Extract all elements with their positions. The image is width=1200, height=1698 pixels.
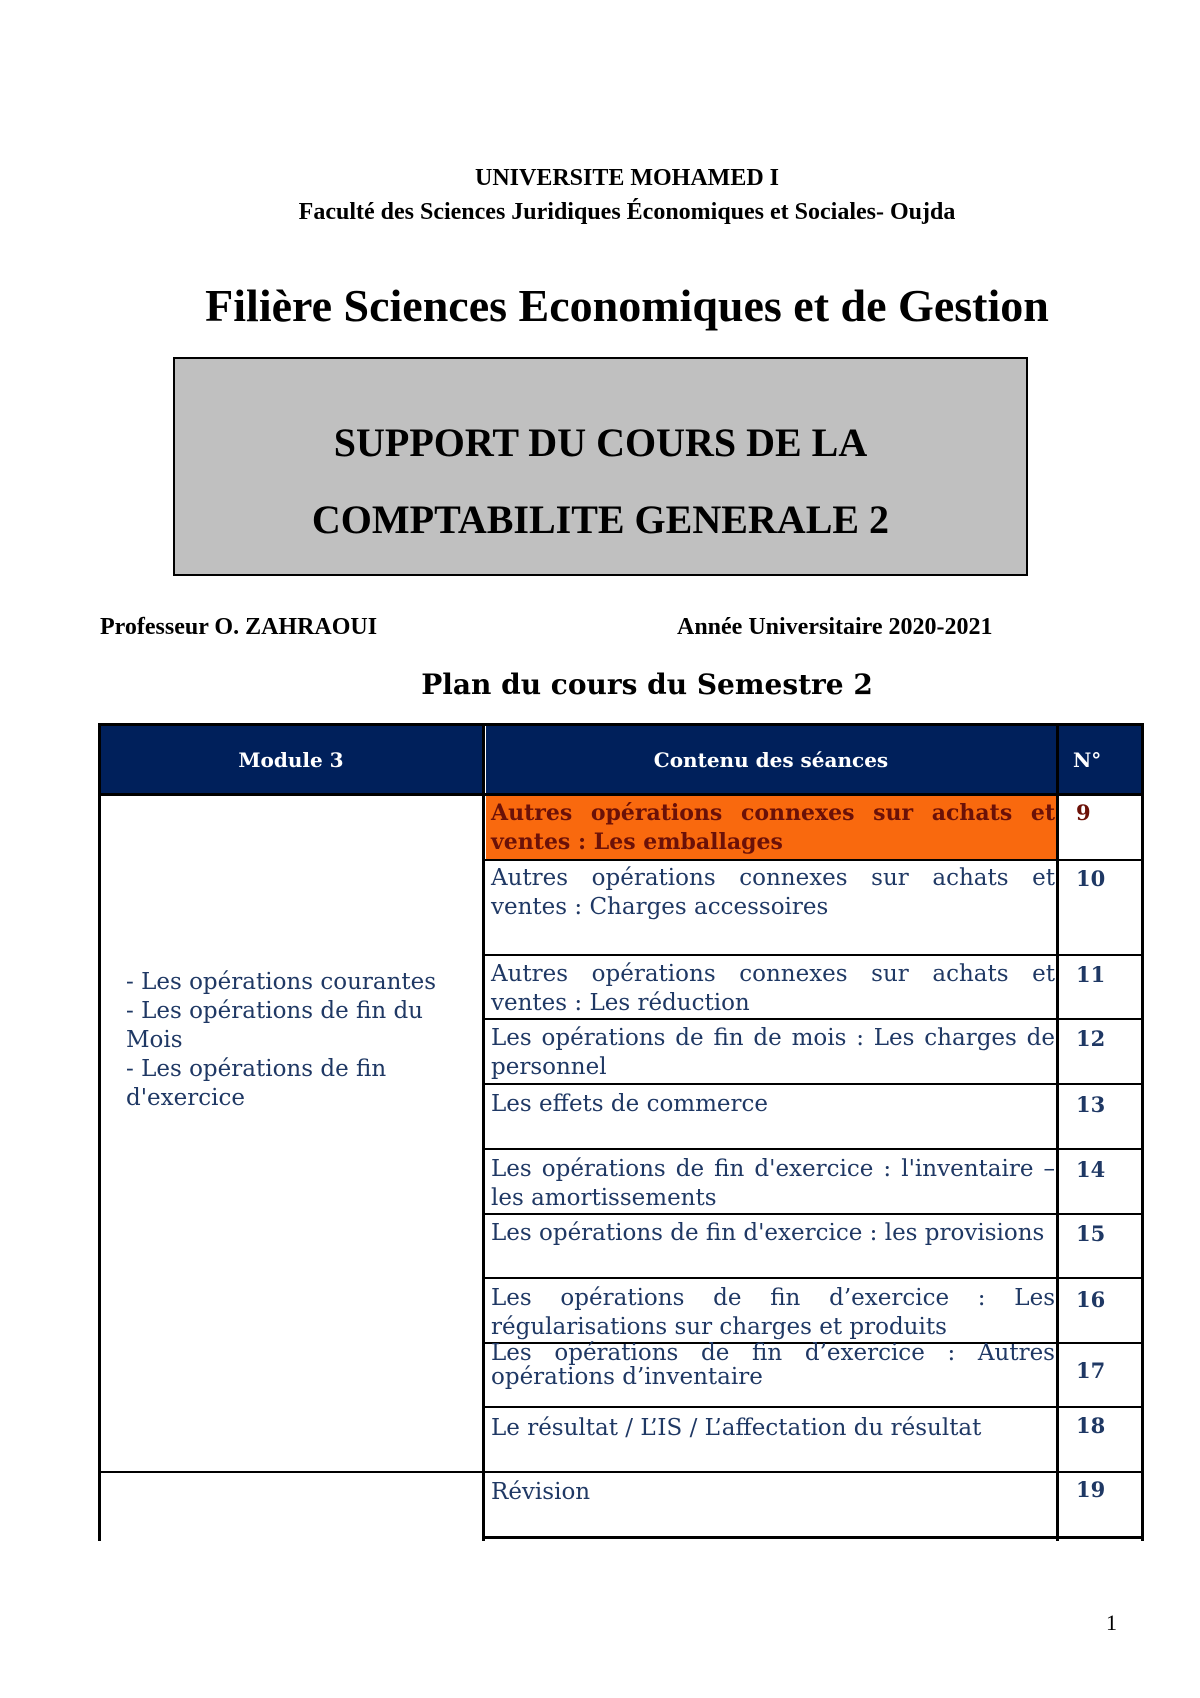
row-content: Les opérations de fin d’exercice : Les régularisations sur charges et produits [491, 1285, 1055, 1340]
left-border [98, 723, 101, 1541]
plan-title: Plan du cours du Semestre 2 [421, 668, 873, 701]
module-item: - Les opérations de fin d'exercice [126, 1056, 387, 1111]
row-number: 15 [1076, 1221, 1106, 1246]
module-bottom-border [98, 1471, 485, 1473]
row-separator [485, 1083, 1141, 1085]
header-number: N° [1059, 726, 1141, 794]
row-number: 10 [1076, 866, 1106, 891]
row-number: 17 [1076, 1358, 1106, 1383]
row-content: Autres opérations connexes sur achats et ventes : Charges accessoires [491, 865, 1055, 920]
row-content: Les opérations de fin d'exercice : les provisions [491, 1220, 1045, 1246]
faculty-name: Faculté des Sciences Juridiques Économiques et Sociales- Oujda [298, 199, 956, 225]
row-content: Autres opérations connexes sur achats et ventes : Les réduction [491, 961, 1055, 1016]
page-number: 1 [1106, 1610, 1117, 1635]
row-number: 16 [1076, 1287, 1106, 1312]
program-title: Filière Sciences Economiques et de Gestion [205, 280, 1049, 331]
course-title-line-2: COMPTABILITE GENERALE 2 [311, 497, 890, 542]
row-number: 14 [1076, 1157, 1106, 1182]
row-content: Autres opérations connexes sur achats et ventes : Les emballages [491, 800, 1055, 855]
row-separator [485, 1148, 1141, 1150]
right-border [1141, 723, 1144, 1541]
row-content: Le résultat / L’IS / L’affectation du résultat [491, 1415, 982, 1441]
row-content: Les effets de commerce [491, 1091, 769, 1117]
col-divider-2 [1056, 723, 1059, 1541]
row-content: Les opérations de fin d’exercice : Autres opérations d’inventaire [491, 1340, 1055, 1390]
row-content: Révision [491, 1479, 591, 1505]
row-content: Les opérations de fin d'exercice : l'inventaire – les amortissements [491, 1156, 1055, 1211]
module-item: - Les opérations de fin du Mois [126, 998, 423, 1053]
row-number: 9 [1076, 800, 1091, 825]
col-divider-1 [482, 723, 485, 1541]
row-content: Les opérations de fin de mois : Les charges de personnel [491, 1025, 1055, 1080]
row-separator [485, 1277, 1141, 1279]
row-number: 18 [1076, 1413, 1106, 1438]
row-separator [485, 859, 1141, 861]
row-separator [485, 954, 1141, 956]
module-items [126, 968, 462, 1113]
professor-name: Professeur O. ZAHRAOUI [100, 614, 378, 640]
row-separator [485, 1406, 1141, 1408]
table-top-border [98, 723, 1143, 726]
row-number: 11 [1076, 962, 1106, 987]
row-separator [485, 1213, 1141, 1215]
academic-year: Année Universitaire 2020-2021 [677, 614, 993, 640]
row-separator [485, 1018, 1141, 1020]
course-title-line-1: SUPPORT DU COURS DE LA [333, 420, 868, 465]
row-number: 12 [1076, 1026, 1106, 1051]
row-separator [485, 1471, 1141, 1473]
table-bottom-border [485, 1536, 1143, 1539]
university-name: UNIVERSITE MOHAMED I [474, 165, 780, 191]
header-content: Contenu des séances [486, 726, 1056, 794]
row-number: 13 [1076, 1092, 1106, 1117]
row-number: 19 [1076, 1477, 1106, 1502]
header-bottom-border [98, 793, 1143, 796]
course-title-box [173, 357, 1028, 576]
module-item: - Les opérations courantes [126, 969, 437, 995]
header-module: Module 3 [100, 726, 482, 794]
